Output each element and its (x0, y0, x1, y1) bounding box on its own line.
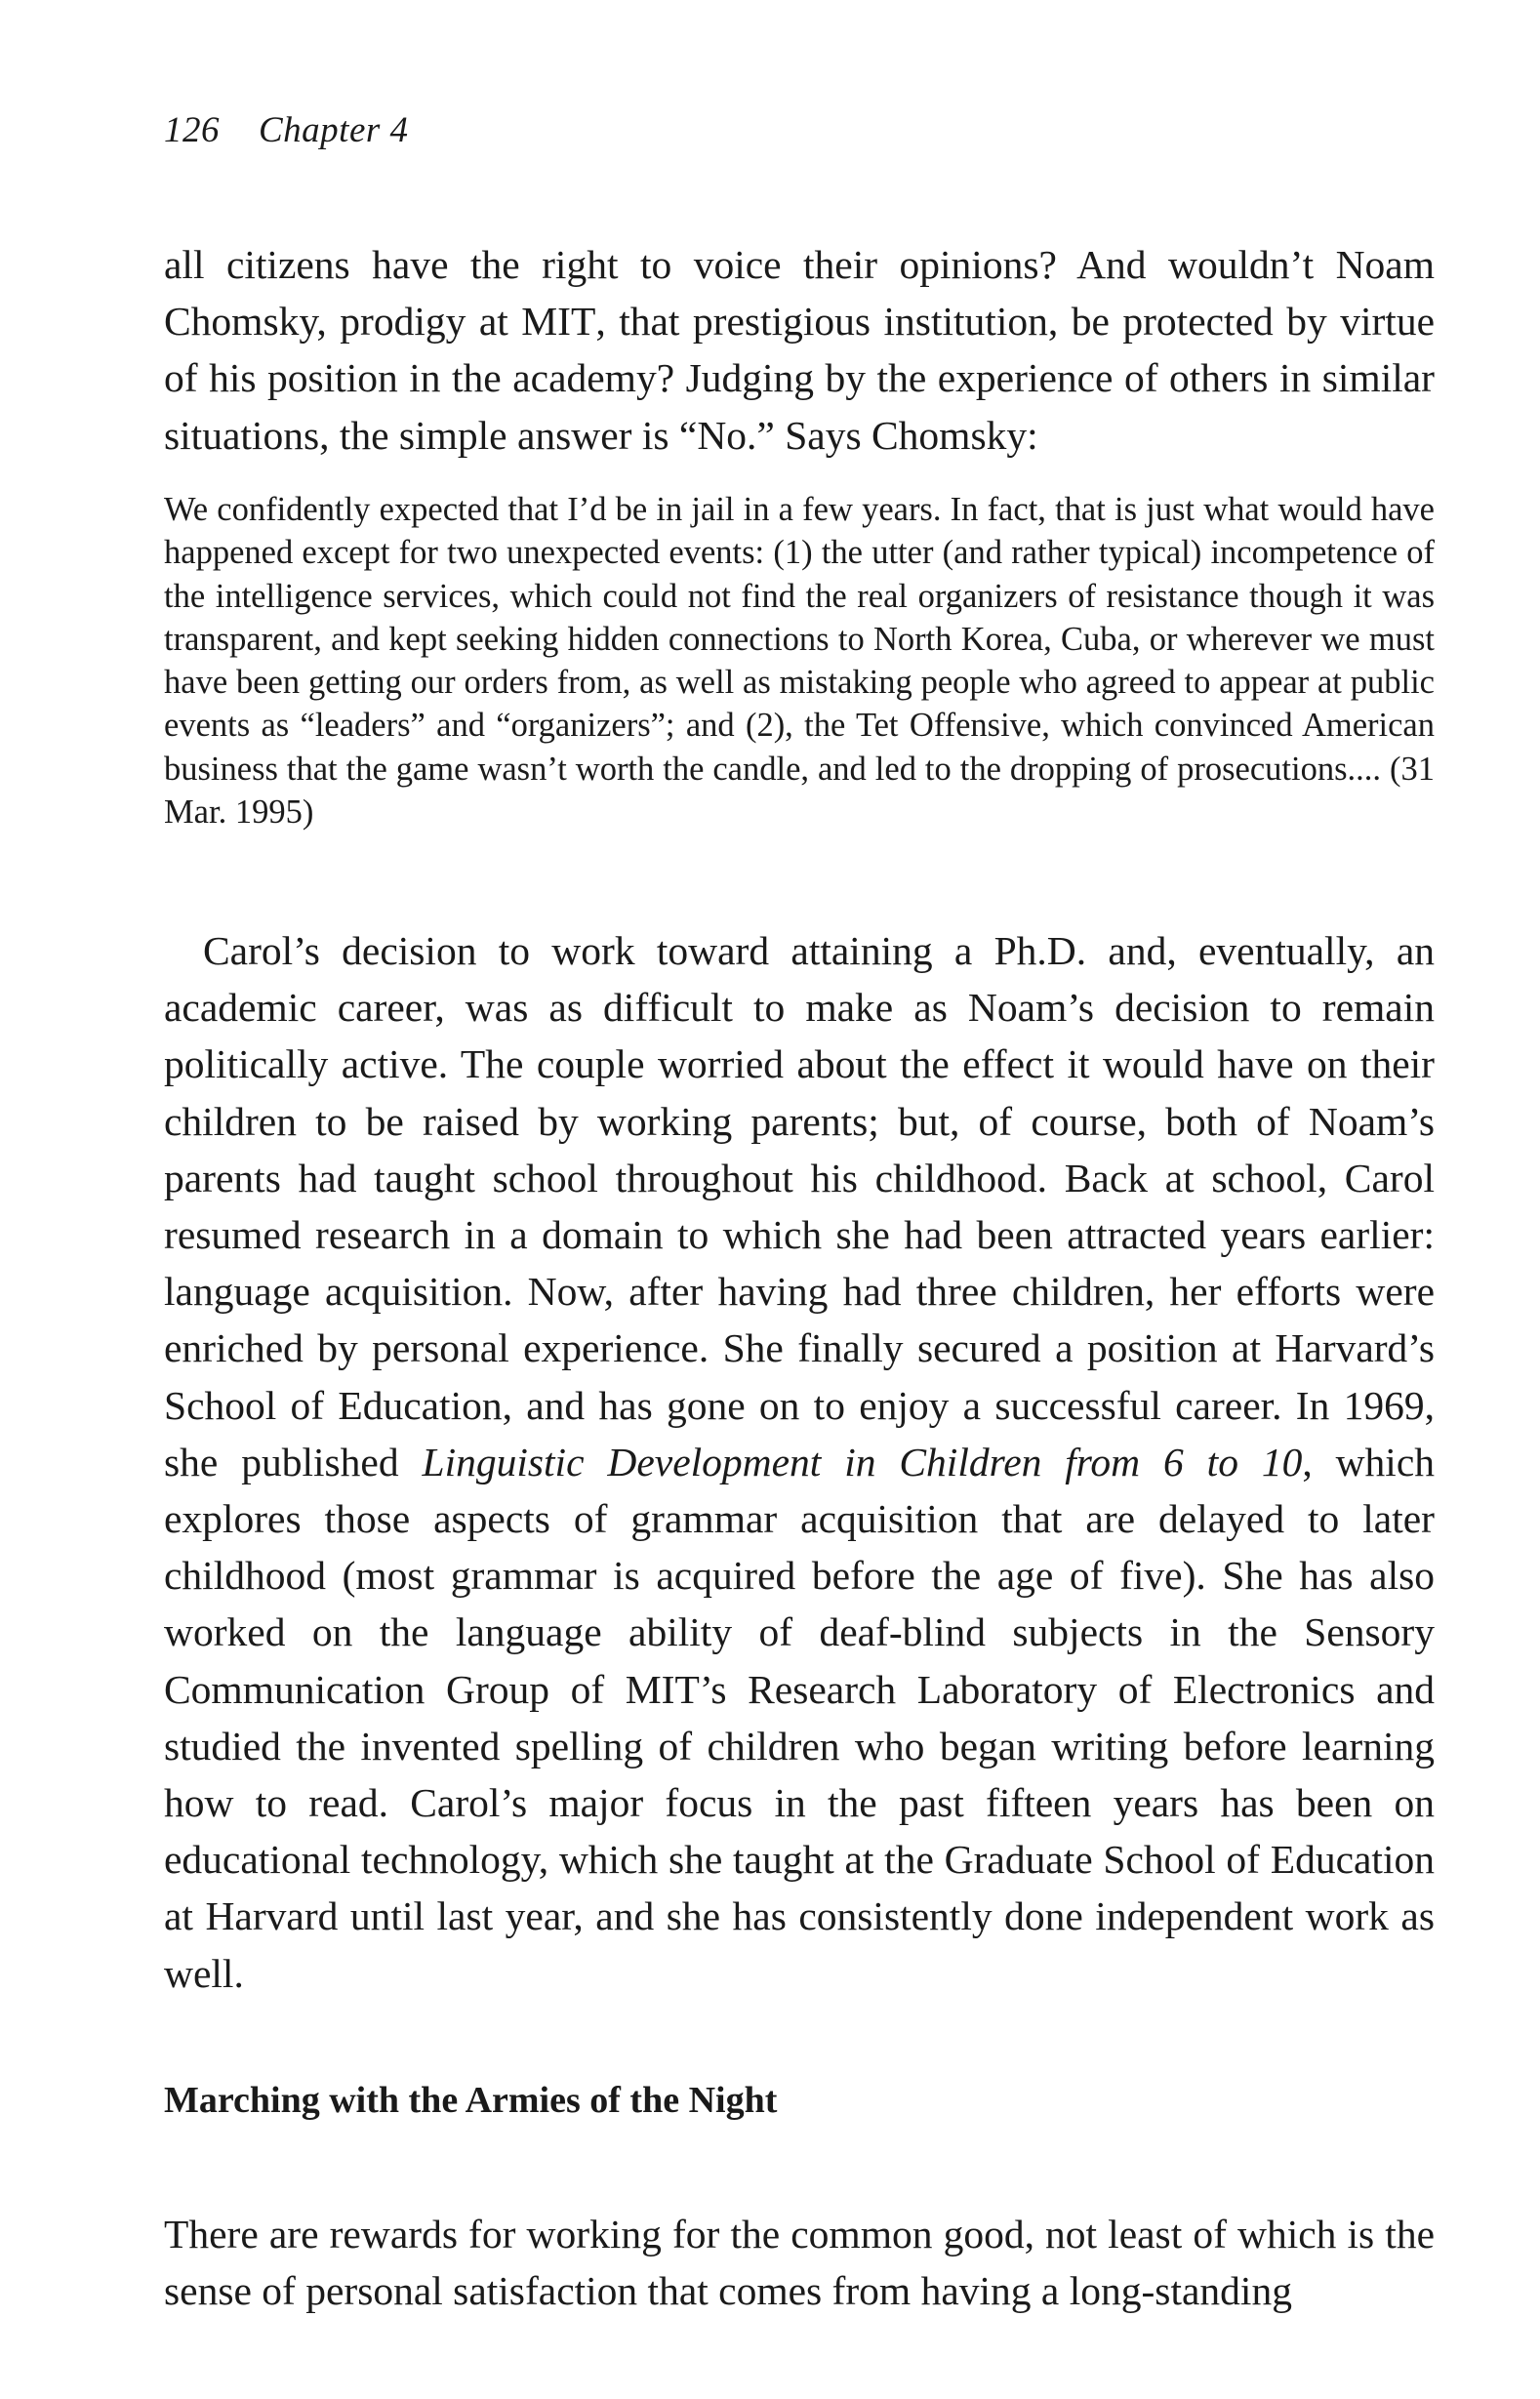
para2-text-2: , which explores those aspects of grammar acquisition that are delayed to later childhood (most grammar is acquired before the age of five). She has also worked on the language ability of deaf-blind subjects in the Sensory Communication Group of (164, 1439, 1436, 1712)
running-head (164, 109, 409, 151)
book-title: Linguistic Development in Children from 6 to 10 (422, 1439, 1303, 1484)
para1-text-start: all citizens have the right to voice their opinions? And wouldn’t Noam Chomsky, prodigy at (164, 242, 1435, 345)
section-heading: Marching with the Armies of the Night (164, 2080, 778, 2121)
para2-text-1: Carol’s decision to work toward attaining a Ph.D. and, eventually, an academic career, was as difficult to make as Noam’s decision to remain politically active. The couple worried about the effect it would have on their children to be raised by working parents; but, of course, both of Noam’s parents had taught school throughout his childhood. Back at school, Carol resumed research in a domain to which she had been attracted years earlier: language acquisition. Now, after having had three children, her efforts were enriched by personal experience. She finally secured a position at Harvard’s School of Education, and has gone on to enjoy a successful career. In 1969, she published (164, 928, 1435, 1484)
para1-text-end: , that prestigious institution, be protected by virtue of his position in the academy? Judging by the experience of others in similar situations, the simple answer is “No.” Says Chomsky: (164, 299, 1435, 458)
mit-abbrev: MIT (521, 299, 596, 345)
para2-text-3: ’s Research Laboratory of Electronics and studied the invented spelling of children who began writing before learning how to read. Carol’s major focus in the past fifteen years has been on educational technology, which she taught at the Graduate School of Education at Harvard until last year, and she has consistently done independent work as well. (164, 1666, 1436, 1996)
block-quote: We confidently expected that I’d be in jail in a few years. In fact, that is just what would have happened except for two unexpected events: (1) the utter (and rather typical) incompetence of the intelligence services, which could not find the real organizers of resistance though it was transparent, and kept seeking hidden connections to North Korea, Cuba, or wherever we must have been getting our orders from, as well as mistaking people who agreed to appear at public events as “leaders” and “organizers”; and (2), the Tet Offensive, which convinced American business that the game wasn’t worth the candle, and led to the dropping of prosecutions.... (31 Mar. 1995) (164, 491, 1435, 832)
paragraph-opening (164, 236, 1435, 464)
paragraph-carol (164, 922, 1435, 2002)
paragraph-rewards: There are rewards for working for the common good, not least of which is the sense of personal satisfaction that comes from having a long-standing (164, 2212, 1435, 2314)
page-number: 126 (164, 110, 220, 150)
mit-abbrev-2: MIT (625, 1666, 700, 1712)
chapter-label: Chapter 4 (259, 110, 409, 150)
